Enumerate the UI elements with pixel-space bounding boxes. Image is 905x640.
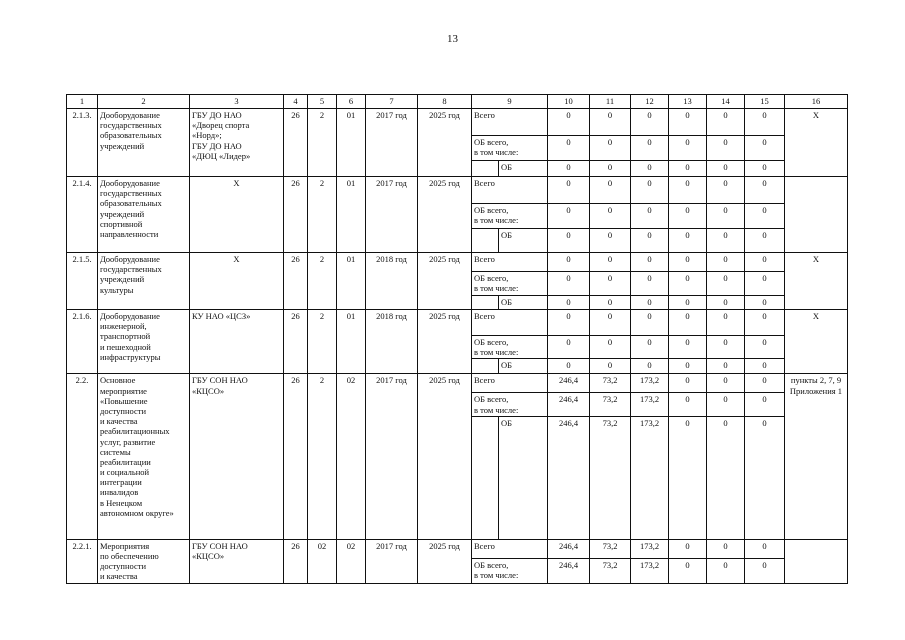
- executor: [190, 177, 284, 253]
- executor-line: ГБУ ДО НАО: [192, 140, 242, 151]
- measure-name-line: доступности: [100, 561, 147, 572]
- value-cell: 0: [707, 161, 745, 177]
- value-cell: 0: [548, 109, 590, 136]
- label-ob-total: [472, 336, 548, 359]
- note: [785, 310, 848, 374]
- column-header: 15: [745, 95, 785, 109]
- value-cell: 0: [669, 359, 707, 374]
- value-cell: 0: [548, 136, 590, 161]
- value-cell: 0: [707, 177, 745, 204]
- value-cell: 246,4: [548, 374, 590, 393]
- measure-name-line: Дооборудование: [100, 110, 160, 120]
- row-code: 2.1.6.: [67, 310, 98, 374]
- value-cell: 0: [590, 136, 631, 161]
- value-cell: 0: [707, 229, 745, 253]
- value-cell: 0: [631, 336, 669, 359]
- measure-name-line: инфраструктуры: [100, 351, 161, 362]
- value-cell: 0: [590, 336, 631, 359]
- executor-line: ГБУ СОН НАО: [192, 540, 248, 551]
- start-year: 2017 год: [366, 177, 418, 253]
- value-cell: 0: [669, 374, 707, 393]
- measure-name-line: в Ненецком: [100, 497, 143, 508]
- value-cell: 0: [631, 296, 669, 310]
- measure-name: [98, 109, 190, 177]
- value-cell: 0: [590, 296, 631, 310]
- measure-name: [98, 310, 190, 374]
- executor: [190, 374, 284, 539]
- value-cell: 0: [669, 296, 707, 310]
- col6-value: 01: [337, 109, 366, 177]
- label-ob-total-line: в том числе:: [474, 404, 519, 415]
- measure-name-line: Дооборудование: [100, 178, 160, 188]
- value-cell: 0: [707, 416, 745, 539]
- value-cell: 0: [745, 253, 785, 272]
- start-year: 2018 год: [366, 253, 418, 310]
- col5-value: 2: [308, 253, 337, 310]
- measure-name: [98, 539, 190, 583]
- value-cell: 0: [745, 136, 785, 161]
- measure-name-line: и качества: [100, 416, 138, 427]
- value-cell: 0: [669, 558, 707, 583]
- column-header: 8: [418, 95, 472, 109]
- measure-name-line: Дооборудование: [100, 254, 160, 264]
- measure-name-line: доступности: [100, 405, 147, 416]
- value-cell: 0: [745, 558, 785, 583]
- col5-value: 02: [308, 539, 337, 583]
- executor: [190, 253, 284, 310]
- value-cell: 0: [548, 177, 590, 204]
- note: [785, 374, 848, 539]
- value-cell: 0: [548, 229, 590, 253]
- indent-cell: [472, 416, 499, 539]
- value-cell: 0: [707, 374, 745, 393]
- executor-line: «Дворец спорта: [192, 120, 250, 131]
- note-line: Приложения 1: [789, 385, 843, 396]
- value-cell: 0: [669, 177, 707, 204]
- col6-value: 02: [337, 374, 366, 539]
- label-total: Всего: [472, 310, 548, 336]
- value-cell: 0: [745, 374, 785, 393]
- col5-value: 2: [308, 310, 337, 374]
- col6-value: 02: [337, 539, 366, 583]
- label-ob-total-line: в том числе:: [474, 347, 519, 358]
- value-cell: 0: [745, 416, 785, 539]
- value-cell: 0: [590, 310, 631, 336]
- table-row: [67, 539, 848, 558]
- measure-name-line: учреждений: [100, 208, 145, 219]
- value-cell: 0: [707, 253, 745, 272]
- col4-value: 26: [284, 253, 308, 310]
- column-header: 5: [308, 95, 337, 109]
- value-cell: 246,4: [548, 416, 590, 539]
- measure-name-line: образовательных: [100, 198, 162, 209]
- measure-name: [98, 253, 190, 310]
- value-cell: 0: [669, 253, 707, 272]
- value-cell: 0: [590, 359, 631, 374]
- label-ob-total-line: в том числе:: [474, 283, 519, 294]
- value-cell: 73,2: [590, 374, 631, 393]
- label-ob-total: [472, 272, 548, 296]
- value-cell: 0: [590, 109, 631, 136]
- value-cell: 0: [745, 204, 785, 229]
- label-total: Всего: [472, 177, 548, 204]
- measure-name-line: и качества: [100, 571, 138, 582]
- start-year: 2017 год: [366, 109, 418, 177]
- value-cell: 0: [590, 161, 631, 177]
- executor-line: «КЦСО»: [192, 385, 225, 396]
- executor-line: Х: [233, 178, 240, 188]
- measure-name-line: «Повышение: [100, 395, 148, 406]
- label-ob-total: [472, 204, 548, 229]
- column-header: 4: [284, 95, 308, 109]
- value-cell: 0: [669, 109, 707, 136]
- executor: [190, 109, 284, 177]
- value-cell: 0: [631, 109, 669, 136]
- value-cell: 0: [669, 336, 707, 359]
- executor-line: «КЦСО»: [192, 550, 225, 561]
- note: [785, 253, 848, 310]
- value-cell: 173,2: [631, 393, 669, 416]
- measure-name-line: интеграции: [100, 477, 142, 488]
- label-ob: ОБ: [499, 161, 548, 177]
- label-total: Всего: [472, 109, 548, 136]
- note-line: Х: [812, 254, 820, 264]
- label-ob-total: [472, 136, 548, 161]
- value-cell: 0: [707, 359, 745, 374]
- measure-name-line: Мероприятия: [100, 540, 150, 551]
- column-header: 16: [785, 95, 848, 109]
- end-year: 2025 год: [418, 253, 472, 310]
- executor-line: КУ НАО «ЦСЗ»: [192, 311, 251, 321]
- measure-name-line: государственных: [100, 120, 162, 131]
- value-cell: 0: [745, 539, 785, 558]
- row-code: 2.2.1.: [67, 539, 98, 583]
- start-year: 2018 год: [366, 310, 418, 374]
- executor-line: ГБУ СОН НАО: [192, 375, 248, 386]
- value-cell: 0: [548, 336, 590, 359]
- measure-name-line: спортивной: [100, 218, 143, 229]
- label-ob-total-line: ОБ всего,: [474, 205, 509, 215]
- col6-value: 01: [337, 253, 366, 310]
- label-ob: ОБ: [499, 296, 548, 310]
- table-row: [67, 310, 848, 336]
- value-cell: 246,4: [548, 393, 590, 416]
- column-header: 14: [707, 95, 745, 109]
- value-cell: 0: [631, 229, 669, 253]
- table-row: [67, 177, 848, 204]
- value-cell: 0: [631, 177, 669, 204]
- executor-line: «Норд»;: [192, 130, 222, 141]
- value-cell: 0: [548, 253, 590, 272]
- col5-value: 2: [308, 374, 337, 539]
- note-line: пункты 2, 7, 9: [790, 375, 842, 386]
- value-cell: 0: [745, 109, 785, 136]
- measure-name-line: мероприятие: [100, 385, 147, 396]
- col6-value: 01: [337, 310, 366, 374]
- value-cell: 73,2: [590, 416, 631, 539]
- label-ob-total-line: в том числе:: [474, 215, 519, 226]
- value-cell: 0: [707, 109, 745, 136]
- row-code: 2.1.4.: [67, 177, 98, 253]
- value-cell: 0: [548, 359, 590, 374]
- measure-name-line: государственных: [100, 188, 162, 199]
- executor: [190, 310, 284, 374]
- measure-name-line: направленности: [100, 228, 159, 239]
- value-cell: 0: [669, 229, 707, 253]
- column-header: 12: [631, 95, 669, 109]
- col5-value: 2: [308, 177, 337, 253]
- col4-value: 26: [284, 310, 308, 374]
- value-cell: 0: [745, 177, 785, 204]
- indent-cell: [472, 161, 499, 177]
- value-cell: 0: [707, 296, 745, 310]
- label-ob-total-line: ОБ всего,: [474, 559, 509, 570]
- value-cell: 0: [745, 296, 785, 310]
- label-total: Всего: [472, 539, 548, 558]
- column-header: 13: [669, 95, 707, 109]
- value-cell: 0: [669, 272, 707, 296]
- value-cell: 0: [631, 310, 669, 336]
- page-number: 13: [447, 33, 458, 45]
- value-cell: 0: [707, 558, 745, 583]
- measure-name-line: государственных: [100, 264, 162, 275]
- value-cell: 0: [669, 136, 707, 161]
- col5-value: 2: [308, 109, 337, 177]
- measure-name-line: Дооборудование: [100, 311, 160, 321]
- value-cell: 0: [669, 393, 707, 416]
- column-header: 1: [67, 95, 98, 109]
- measure-name-line: услуг, развитие: [100, 436, 156, 447]
- value-cell: 0: [745, 393, 785, 416]
- value-cell: 0: [669, 204, 707, 229]
- value-cell: 246,4: [548, 539, 590, 558]
- value-cell: 173,2: [631, 539, 669, 558]
- value-cell: 0: [707, 310, 745, 336]
- measure-name-line: учреждений: [100, 274, 145, 285]
- end-year: 2025 год: [418, 177, 472, 253]
- value-cell: 0: [669, 416, 707, 539]
- value-cell: 73,2: [590, 539, 631, 558]
- value-cell: 0: [669, 310, 707, 336]
- note: [785, 177, 848, 253]
- col4-value: 26: [284, 109, 308, 177]
- value-cell: 0: [669, 539, 707, 558]
- value-cell: 0: [745, 336, 785, 359]
- value-cell: 0: [707, 393, 745, 416]
- value-cell: 0: [631, 253, 669, 272]
- value-cell: 0: [631, 272, 669, 296]
- value-cell: 73,2: [590, 558, 631, 583]
- value-cell: 0: [745, 272, 785, 296]
- value-cell: 0: [590, 229, 631, 253]
- value-cell: 0: [590, 177, 631, 204]
- measure-name-line: культуры: [100, 284, 134, 295]
- program-table: [66, 94, 848, 584]
- label-ob-total-line: ОБ всего,: [474, 394, 509, 405]
- col6-value: 01: [337, 177, 366, 253]
- end-year: 2025 год: [418, 109, 472, 177]
- measure-name-line: автономном округе»: [100, 507, 174, 518]
- value-cell: 0: [548, 310, 590, 336]
- note-line: Х: [812, 311, 820, 321]
- column-header: 2: [98, 95, 190, 109]
- measure-name-line: и социальной: [100, 467, 150, 478]
- value-cell: 73,2: [590, 393, 631, 416]
- value-cell: 0: [590, 272, 631, 296]
- column-header: 7: [366, 95, 418, 109]
- label-ob: ОБ: [499, 416, 548, 539]
- value-cell: 0: [548, 161, 590, 177]
- end-year: 2025 год: [418, 539, 472, 583]
- note: [785, 539, 848, 583]
- value-cell: 0: [631, 136, 669, 161]
- col4-value: 26: [284, 539, 308, 583]
- value-cell: 173,2: [631, 374, 669, 393]
- value-cell: 0: [590, 253, 631, 272]
- table-row: [67, 253, 848, 272]
- value-cell: 0: [745, 359, 785, 374]
- column-header: 10: [548, 95, 590, 109]
- value-cell: 0: [548, 204, 590, 229]
- col4-value: 26: [284, 177, 308, 253]
- end-year: 2025 год: [418, 374, 472, 539]
- value-cell: 0: [745, 310, 785, 336]
- label-ob-total-line: ОБ всего,: [474, 137, 509, 147]
- executor-line: ГБУ ДО НАО: [192, 110, 242, 120]
- column-header: 9: [472, 95, 548, 109]
- column-header: 11: [590, 95, 631, 109]
- row-code: 2.1.5.: [67, 253, 98, 310]
- value-cell: 0: [745, 229, 785, 253]
- indent-cell: [472, 229, 499, 253]
- label-ob-total-line: ОБ всего,: [474, 273, 509, 283]
- label-total: Всего: [472, 253, 548, 272]
- measure-name-line: инвалидов: [100, 487, 139, 498]
- label-ob-total-line: в том числе:: [474, 569, 519, 580]
- label-ob-total: [472, 558, 548, 583]
- indent-cell: [472, 359, 499, 374]
- column-header: 3: [190, 95, 284, 109]
- value-cell: 0: [548, 272, 590, 296]
- start-year: 2017 год: [366, 539, 418, 583]
- value-cell: 0: [707, 539, 745, 558]
- value-cell: 0: [707, 136, 745, 161]
- measure-name: [98, 177, 190, 253]
- value-cell: 0: [707, 204, 745, 229]
- start-year: 2017 год: [366, 374, 418, 539]
- measure-name-line: Основное: [100, 375, 136, 386]
- label-ob-total-line: ОБ всего,: [474, 337, 509, 347]
- value-cell: 0: [707, 336, 745, 359]
- measure-name-line: системы: [100, 446, 131, 457]
- note-line: Х: [812, 110, 820, 120]
- value-cell: 0: [745, 161, 785, 177]
- executor: [190, 539, 284, 583]
- value-cell: 0: [707, 272, 745, 296]
- col4-value: 26: [284, 374, 308, 539]
- row-code: 2.1.3.: [67, 109, 98, 177]
- value-cell: 173,2: [631, 416, 669, 539]
- executor-line: Х: [233, 254, 240, 264]
- value-cell: 0: [631, 161, 669, 177]
- end-year: 2025 год: [418, 310, 472, 374]
- value-cell: 0: [548, 296, 590, 310]
- note: [785, 109, 848, 177]
- header-row: [67, 95, 848, 109]
- label-ob: ОБ: [499, 359, 548, 374]
- measure-name-line: реабилитационных: [100, 426, 170, 437]
- label-ob-total: [472, 393, 548, 416]
- indent-cell: [472, 296, 499, 310]
- value-cell: 0: [669, 161, 707, 177]
- measure-name-line: учреждений: [100, 140, 145, 151]
- label-ob: ОБ: [499, 229, 548, 253]
- measure-name-line: и пешеходной: [100, 341, 151, 352]
- executor-line: «ДЮЦ «Лидер»: [192, 150, 251, 161]
- measure-name-line: образовательных: [100, 130, 162, 141]
- table-row: [67, 374, 848, 393]
- value-cell: 0: [590, 204, 631, 229]
- value-cell: 0: [631, 359, 669, 374]
- label-total: Всего: [472, 374, 548, 393]
- value-cell: 246,4: [548, 558, 590, 583]
- column-header: 6: [337, 95, 366, 109]
- measure-name-line: по обеспечению: [100, 550, 159, 561]
- label-ob-total-line: в том числе:: [474, 147, 519, 158]
- measure-name-line: инженерной,: [100, 321, 147, 332]
- measure-name: [98, 374, 190, 539]
- table-row: [67, 109, 848, 136]
- value-cell: 0: [631, 204, 669, 229]
- measure-name-line: реабилитации: [100, 456, 151, 467]
- value-cell: 173,2: [631, 558, 669, 583]
- row-code: 2.2.: [67, 374, 98, 539]
- measure-name-line: транспортной: [100, 331, 151, 342]
